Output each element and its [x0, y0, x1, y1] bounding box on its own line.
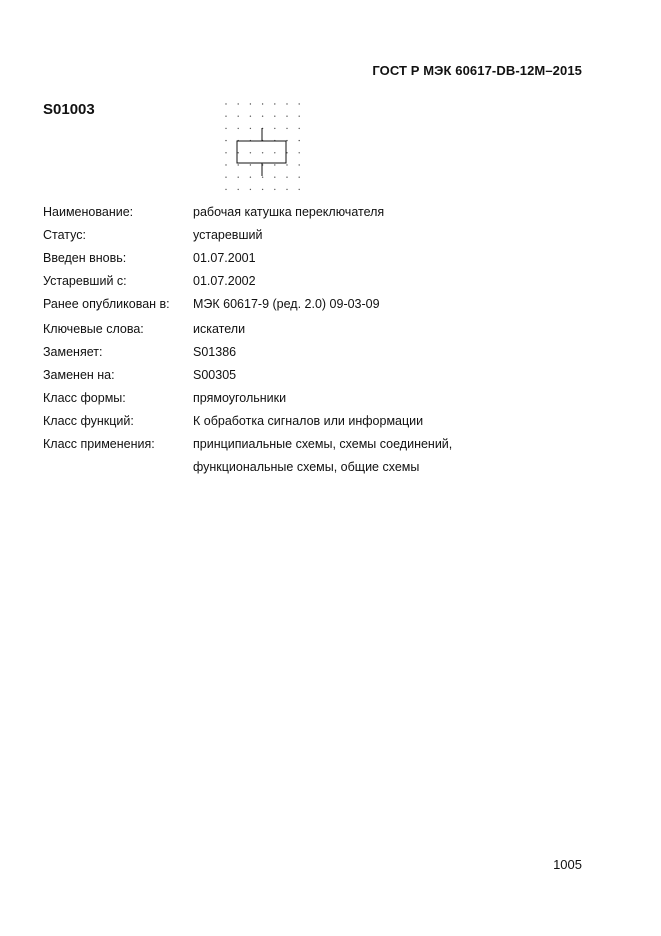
grid-dot — [299, 152, 300, 153]
grid-dot — [238, 116, 239, 117]
property-value: S00305 — [193, 368, 237, 382]
grid-dot — [299, 128, 300, 129]
property-label: Введен вновь: — [43, 251, 127, 265]
grid-dot — [225, 116, 226, 117]
symbol-id: S01003 — [43, 101, 95, 118]
grid-dot — [299, 189, 300, 190]
grid-dot — [286, 164, 287, 165]
grid-dot — [262, 189, 263, 190]
grid-dot — [286, 177, 287, 178]
grid-dot — [225, 128, 226, 129]
property-value: рабочая катушка переключателя — [193, 205, 385, 219]
grid-dot — [299, 164, 300, 165]
grid-dot — [225, 103, 226, 104]
grid-dot — [225, 177, 226, 178]
grid-dot — [286, 103, 287, 104]
grid-dot — [274, 189, 275, 190]
property-label: Заменен на: — [43, 368, 115, 382]
property-value: искатели — [193, 322, 246, 336]
grid-dot — [238, 189, 239, 190]
grid-dot — [274, 116, 275, 117]
coil-rectangle — [237, 141, 286, 163]
grid-dot — [299, 116, 300, 117]
grid-dot — [250, 189, 251, 190]
page-number: 1005 — [553, 857, 582, 872]
grid-dot — [299, 103, 300, 104]
property-label: Наименование: — [43, 205, 134, 219]
grid-dot — [286, 140, 287, 141]
grid-dot — [250, 128, 251, 129]
grid-dot — [250, 177, 251, 178]
property-label: Класс формы: — [43, 391, 126, 405]
grid-dot — [225, 152, 226, 153]
grid-dot — [299, 140, 300, 141]
grid-dot — [286, 128, 287, 129]
property-label: Ключевые слова: — [43, 322, 144, 336]
grid-dot — [238, 164, 239, 165]
grid-dot — [274, 164, 275, 165]
property-label: Ранее опубликован в: — [43, 297, 170, 311]
grid-dot — [238, 103, 239, 104]
grid-dot — [286, 152, 287, 153]
property-label: Класс функций: — [43, 414, 134, 428]
symbol-drawing — [222, 100, 302, 200]
grid-dot — [238, 152, 239, 153]
grid-dot — [250, 164, 251, 165]
property-value: МЭК 60617-9 (ред. 2.0) 09-03-09 — [193, 297, 380, 311]
property-value: прямоугольники — [193, 391, 287, 405]
property-label: Статус: — [43, 228, 86, 242]
document-header: ГОСТ Р МЭК 60617-DB-12M–2015 — [372, 63, 582, 78]
grid-dot — [274, 128, 275, 129]
grid-dot — [250, 103, 251, 104]
property-value: 01.07.2002 — [193, 274, 256, 288]
grid-dot — [225, 164, 226, 165]
relay-coil-rectangle-icon — [222, 100, 302, 200]
symbol-dot-grid — [225, 103, 300, 190]
grid-dot — [250, 116, 251, 117]
grid-dot — [225, 140, 226, 141]
grid-dot — [299, 177, 300, 178]
grid-dot — [274, 103, 275, 104]
grid-dot — [225, 189, 226, 190]
property-value: S01386 — [193, 345, 237, 359]
grid-dot — [238, 177, 239, 178]
grid-dot — [262, 152, 263, 153]
grid-dot — [286, 189, 287, 190]
property-value: устаревший — [193, 228, 263, 242]
grid-dot — [286, 116, 287, 117]
grid-dot — [250, 152, 251, 153]
property-label: Устаревший с: — [43, 274, 127, 288]
property-value: 01.07.2001 — [193, 251, 256, 265]
grid-dot — [274, 152, 275, 153]
property-label: Класс применения: — [43, 437, 155, 451]
grid-dot — [238, 128, 239, 129]
grid-dot — [262, 177, 263, 178]
grid-dot — [262, 116, 263, 117]
property-value: К обработка сигналов или информации — [193, 414, 424, 428]
grid-dot — [274, 177, 275, 178]
grid-dot — [262, 103, 263, 104]
property-value: принципиальные схемы, схемы соединений, — [193, 437, 453, 451]
property-value-continuation: функциональные схемы, общие схемы — [193, 460, 420, 474]
property-label: Заменяет: — [43, 345, 103, 359]
